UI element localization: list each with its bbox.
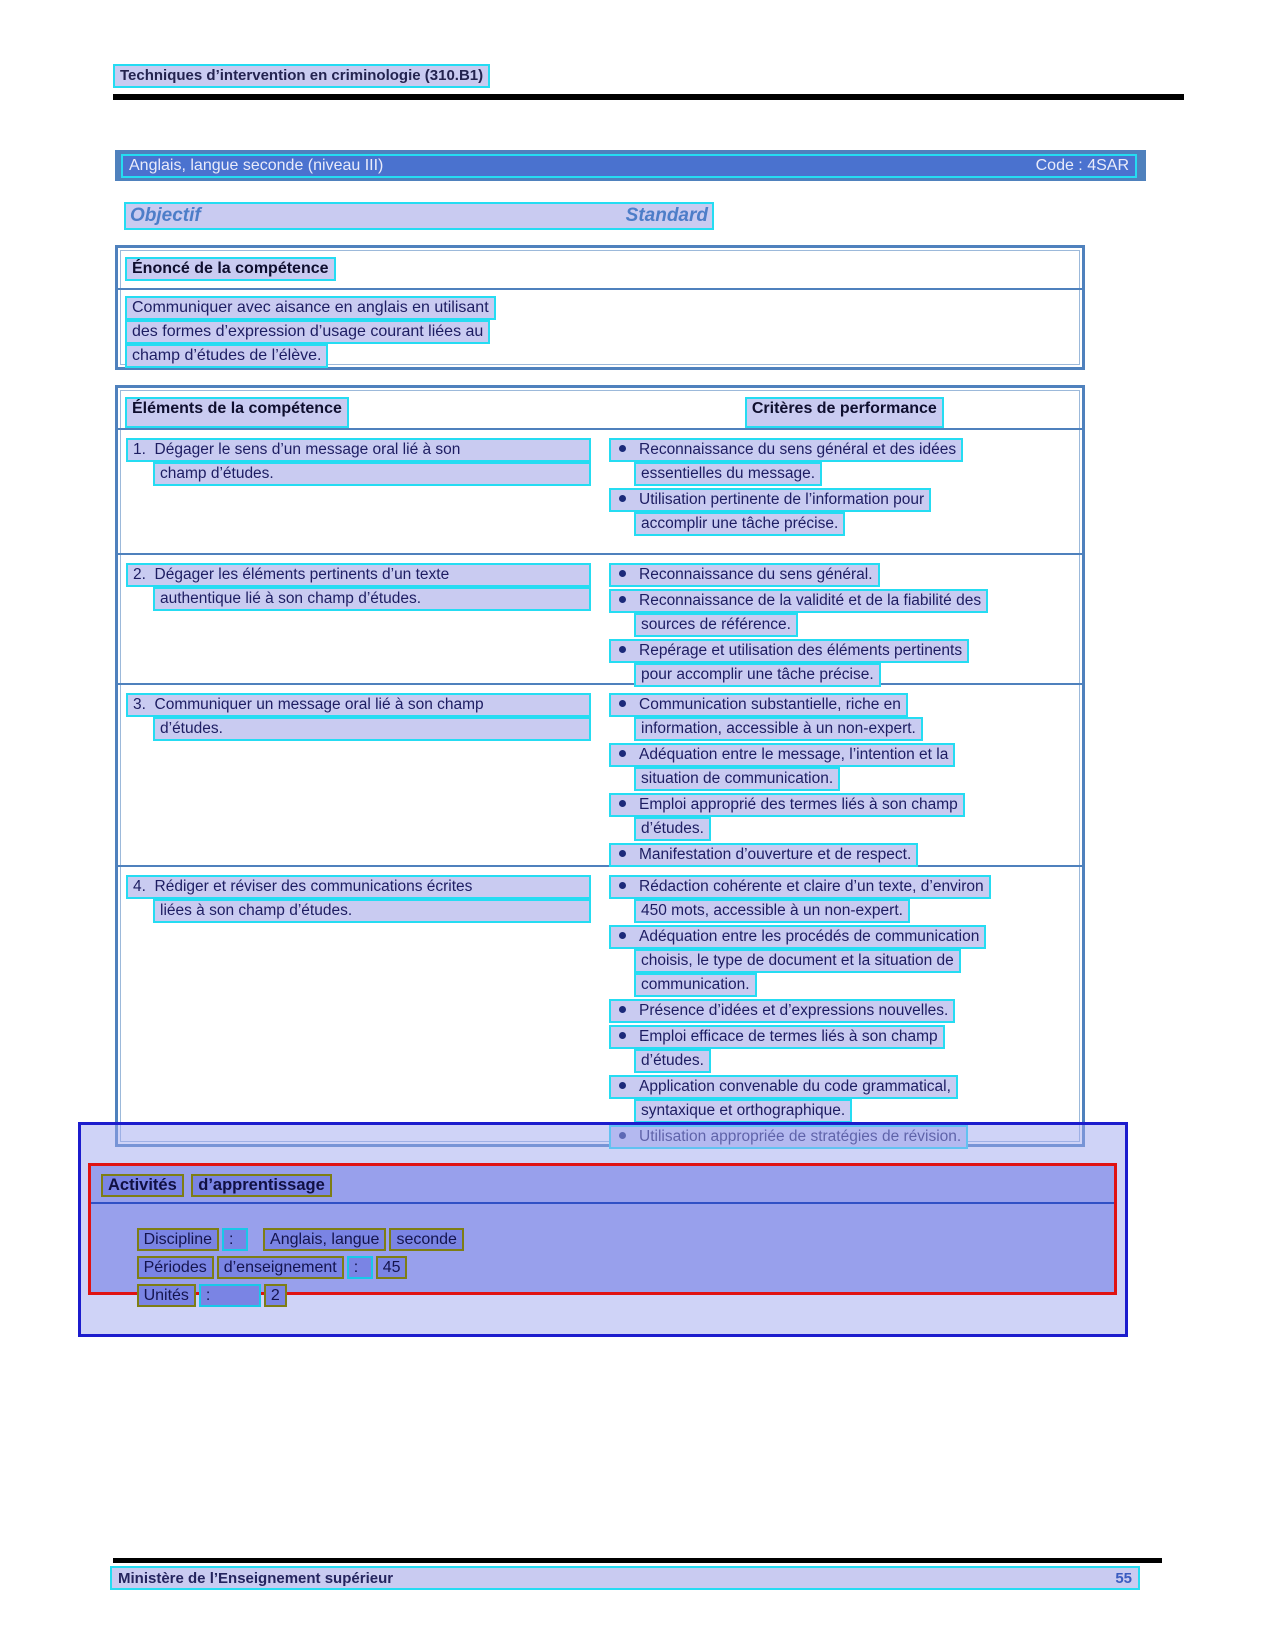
page-header: Techniques d’intervention en criminologie (310.B1) (113, 64, 490, 88)
footer-title: Ministère de l’Enseignement supérieur (118, 1569, 394, 1587)
bullet-icon (619, 700, 626, 707)
bullet-icon (619, 932, 626, 939)
table-header-row (118, 388, 1082, 428)
criteria-line: Rédaction cohérente et claire d’un texte, d’environ (639, 878, 984, 895)
discipline-value: seconde (389, 1228, 464, 1251)
criteria-line: sources de référence. (634, 613, 798, 637)
element-line: champ d’études. (153, 462, 591, 486)
criteria-line: communication. (634, 973, 757, 997)
bullet-icon (619, 495, 626, 502)
criteria-line: Reconnaissance du sens général et des idées (639, 441, 957, 458)
discipline-label: Discipline (137, 1228, 219, 1251)
bullet-icon (619, 646, 626, 653)
element-line: authentique lié à son champ d’études. (153, 587, 591, 611)
enonce-line: Communiquer avec aisance en anglais en utilisant (125, 296, 496, 320)
criteria-line: d’études. (634, 1049, 711, 1073)
criteria-item (609, 1025, 1082, 1073)
table-header-criteres: Critères de performance (745, 397, 944, 428)
bullet-icon (619, 750, 626, 757)
criteria-line: Reconnaissance de la validité et de la fiabilité des (639, 592, 982, 609)
enonce-body (118, 290, 1082, 368)
periodes-label: d’enseignement (217, 1256, 344, 1279)
element-line: 3. Communiquer un message oral lié à son champ (126, 693, 591, 717)
bullet-icon (619, 596, 626, 603)
element-line: 4. Rédiger et réviser des communications écrites (126, 875, 591, 899)
criteria-item (609, 1075, 1082, 1123)
criteria-line: Adéquation entre les procédés de communication (639, 928, 980, 945)
element-item (118, 430, 603, 553)
table-row (118, 685, 1082, 865)
bullet-icon (619, 1082, 626, 1089)
unites-value: 2 (264, 1284, 287, 1307)
criteria-line: d’études. (634, 817, 711, 841)
criteria-line: Utilisation pertinente de l’information pour (639, 491, 925, 508)
element-line: liées à son champ d’études. (153, 899, 591, 923)
competence-table (115, 385, 1085, 1147)
criteria-line: Présence d’idées et d’expressions nouvelles. (639, 1002, 949, 1019)
footer-page-number: 55 (1115, 1569, 1132, 1587)
colon: : (347, 1256, 373, 1279)
activites-box (88, 1163, 1117, 1304)
criteria-item (609, 793, 1082, 841)
criteria-item (609, 693, 1082, 741)
bullet-icon (619, 570, 626, 577)
criteria-line: Repérage et utilisation des éléments pertinents (639, 642, 963, 659)
criteria-item (609, 875, 1082, 923)
bullet-icon (619, 850, 626, 857)
criteria-line: accomplir une tâche précise. (634, 512, 845, 536)
bullet-icon (619, 1006, 626, 1013)
table-header-elements: Éléments de la compétence (125, 397, 349, 428)
enonce-header-row (118, 248, 1082, 288)
bullet-icon (619, 445, 626, 452)
criteria-line: Emploi approprié des termes liés à son champ (639, 796, 958, 813)
bullet-icon (619, 882, 626, 889)
table-row (118, 430, 1082, 553)
element-line: d’études. (153, 717, 591, 741)
activites-overlay (78, 1122, 1128, 1337)
criteria-line: Reconnaissance du sens général. (639, 566, 873, 583)
criteria-item (609, 925, 1082, 997)
enonce-line: champ d’études de l’élève. (125, 344, 328, 368)
criteria-item (609, 589, 1082, 637)
criteria-line: choisis, le type de document et la situation de (634, 949, 961, 973)
criteria-line: syntaxique et orthographique. (634, 1099, 852, 1123)
element-item (118, 555, 603, 683)
discipline-value: Anglais, langue (263, 1228, 386, 1251)
element-line: 1. Dégager le sens d’un message oral lié à son (126, 438, 591, 462)
criteria-item (609, 743, 1082, 791)
criteria-cell (603, 430, 1082, 553)
table-row (118, 867, 1082, 1144)
criteria-item (609, 999, 1082, 1023)
criteria-line: Manifestation d’ouverture et de respect. (639, 846, 912, 863)
colon: : (199, 1284, 261, 1307)
unites-label: Unités (137, 1284, 196, 1307)
enonce-table (115, 245, 1085, 370)
course-code: Code : 4SAR (1035, 157, 1129, 174)
criteria-line: Application convenable du code grammatical, (639, 1078, 951, 1095)
element-item (118, 685, 603, 865)
colon: : (222, 1228, 248, 1251)
criteria-cell (603, 867, 1082, 1144)
criteria-item (609, 843, 1082, 867)
criteria-item (609, 639, 1082, 687)
criteria-item (609, 488, 1082, 536)
discipline-row (101, 1210, 1114, 1248)
criteria-line: 450 mots, accessible à un non-expert. (634, 899, 910, 923)
criteria-cell (603, 685, 1082, 865)
heading-objectif: Objectif (130, 205, 201, 226)
title-bar-highlight (121, 154, 1137, 178)
criteria-line: pour accomplir une tâche précise. (634, 663, 881, 687)
header-rule (113, 94, 1184, 100)
heading-standard: Standard (625, 205, 708, 226)
criteria-item (609, 438, 1082, 486)
activites-title-word: d’apprentissage (191, 1174, 332, 1197)
periodes-value: 45 (376, 1256, 408, 1279)
element-item (118, 867, 603, 1144)
criteria-item (609, 563, 1082, 587)
criteria-line: Communication substantielle, riche en (639, 696, 901, 713)
activites-title-word: Activités (101, 1174, 184, 1197)
periodes-label: Périodes (137, 1256, 214, 1279)
criteria-line: information, accessible à un non-expert. (634, 717, 923, 741)
course-title: Anglais, langue seconde (niveau III) (129, 157, 384, 174)
activites-header-row (91, 1166, 1114, 1202)
bullet-icon (619, 800, 626, 807)
bullet-icon (619, 1032, 626, 1039)
footer-bar (110, 1566, 1140, 1590)
element-line: 2. Dégager les éléments pertinents d’un texte (126, 563, 591, 587)
footer-rule (113, 1558, 1162, 1563)
criteria-line: Adéquation entre le message, l’intention et la (639, 746, 949, 763)
criteria-cell (603, 555, 1082, 683)
enonce-line: des formes d’expression d’usage courant liées au (125, 320, 490, 344)
activites-body (91, 1204, 1114, 1304)
criteria-line: Emploi efficace de termes liés à son champ (639, 1028, 938, 1045)
criteria-line: essentielles du message. (634, 462, 822, 486)
criteria-line: situation de communication. (634, 767, 840, 791)
section-headings (124, 202, 714, 230)
enonce-header: Énoncé de la compétence (125, 257, 336, 281)
title-bar (115, 150, 1146, 181)
table-row (118, 555, 1082, 683)
